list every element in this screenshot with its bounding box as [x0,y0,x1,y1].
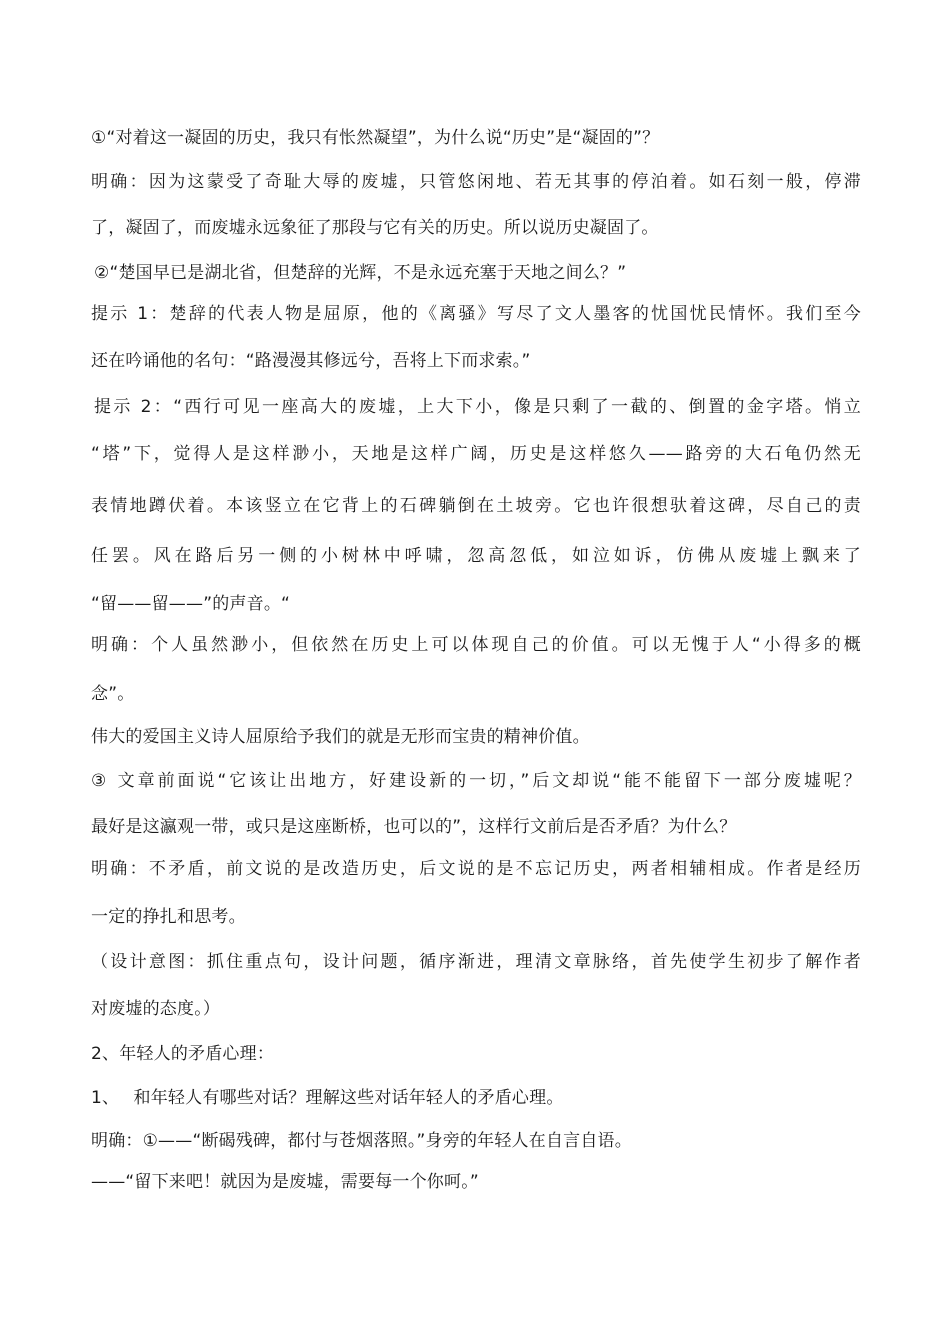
hint-2-line-5: “留——留——”的声音。“ [91,594,291,614]
design-intent-line-2: 对废墟的态度。） [91,999,221,1019]
answer-2-line-1: 明确：个人虽然渺小，但依然在历史上可以体现自己的价值。可以无愧于人“小得多的概 [91,635,861,655]
hint-2-line-2: “塔”下，觉得人是这样渺小，天地是这样广阔，历史是这样悠久——路旁的大石龟仍然无 [91,444,861,464]
question-3-line-2: 最好是这瀛观一带，或只是这座断桥，也可以的”，这样行文前后是否矛盾？为什么？ [91,817,737,837]
hint-2-line-4: 任罢。风在路后另一侧的小树林中呼啸，忽高忽低，如泣如诉，仿佛从废墟上飘来了 [91,546,861,566]
answer-1-line-2: 了，凝固了，而废墟永远象征了那段与它有关的历史。所以说历史凝固了。 [91,218,659,238]
question-1: ①“对着这一凝固的历史，我只有怅然凝望”，为什么说“历史”是“凝固的”？ [91,128,660,148]
hint-1-line-2: 还在吟诵他的名句：“路漫漫其修远兮，吾将上下而求索。” [91,351,531,371]
answer-2-line-2: 念”。 [91,684,135,704]
question-3-line-1: ③ 文章前面说“它该让出地方，好建设新的一切，”后文却说“能不能留下一部分废墟呢？ [91,771,861,791]
design-intent-line-1: （设计意图：抓住重点句，设计问题，循序渐进，理清文章脉络，首先使学生初步了解作者 [91,952,861,972]
question-2: ②“楚国早已是湖北省，但楚辞的光辉，不是永远充塞于天地之间么？” [94,263,627,283]
answer-1-line-1: 明确：因为这蒙受了奇耻大辱的废墟，只管悠闲地、若无其事的停泊着。如石刻一般，停滞 [91,172,861,192]
answer-4-line-2: ——“留下来吧！就因为是废墟，需要每一个你呵。” [91,1172,479,1192]
list-item-1: 1、 和年轻人有哪些对话？理解这些对话年轻人的矛盾心理。 [91,1088,564,1108]
patriot-poet-line: 伟大的爱国主义诗人屈原给予我们的就是无形而宝贵的精神价值。 [91,727,590,747]
answer-3-line-1: 明确：不矛盾，前文说的是改造历史，后文说的是不忘记历史，两者相辅相成。作者是经历 [91,859,861,879]
answer-3-line-2: 一定的挣扎和思考。 [91,907,246,927]
answer-4-line-1: 明确：①——“断碣残碑，都付与苍烟落照。”身旁的年轻人在自言自语。 [91,1131,632,1151]
section-2-heading: 2、年轻人的矛盾心理： [91,1044,275,1064]
hint-2-line-3: 表情地蹲伏着。本该竖立在它背上的石碑躺倒在土坡旁。它也许很想驮着这碑，尽自己的责 [91,496,861,516]
hint-1-line-1: 提示 1：楚辞的代表人物是屈原，他的《离骚》写尽了文人墨客的忧国忧民情怀。我们至今 [91,304,861,324]
hint-2-line-1: 提示 2：“西行可见一座高大的废墟，上大下小，像是只剩了一截的、倒置的金字塔。悄立 [94,397,861,417]
